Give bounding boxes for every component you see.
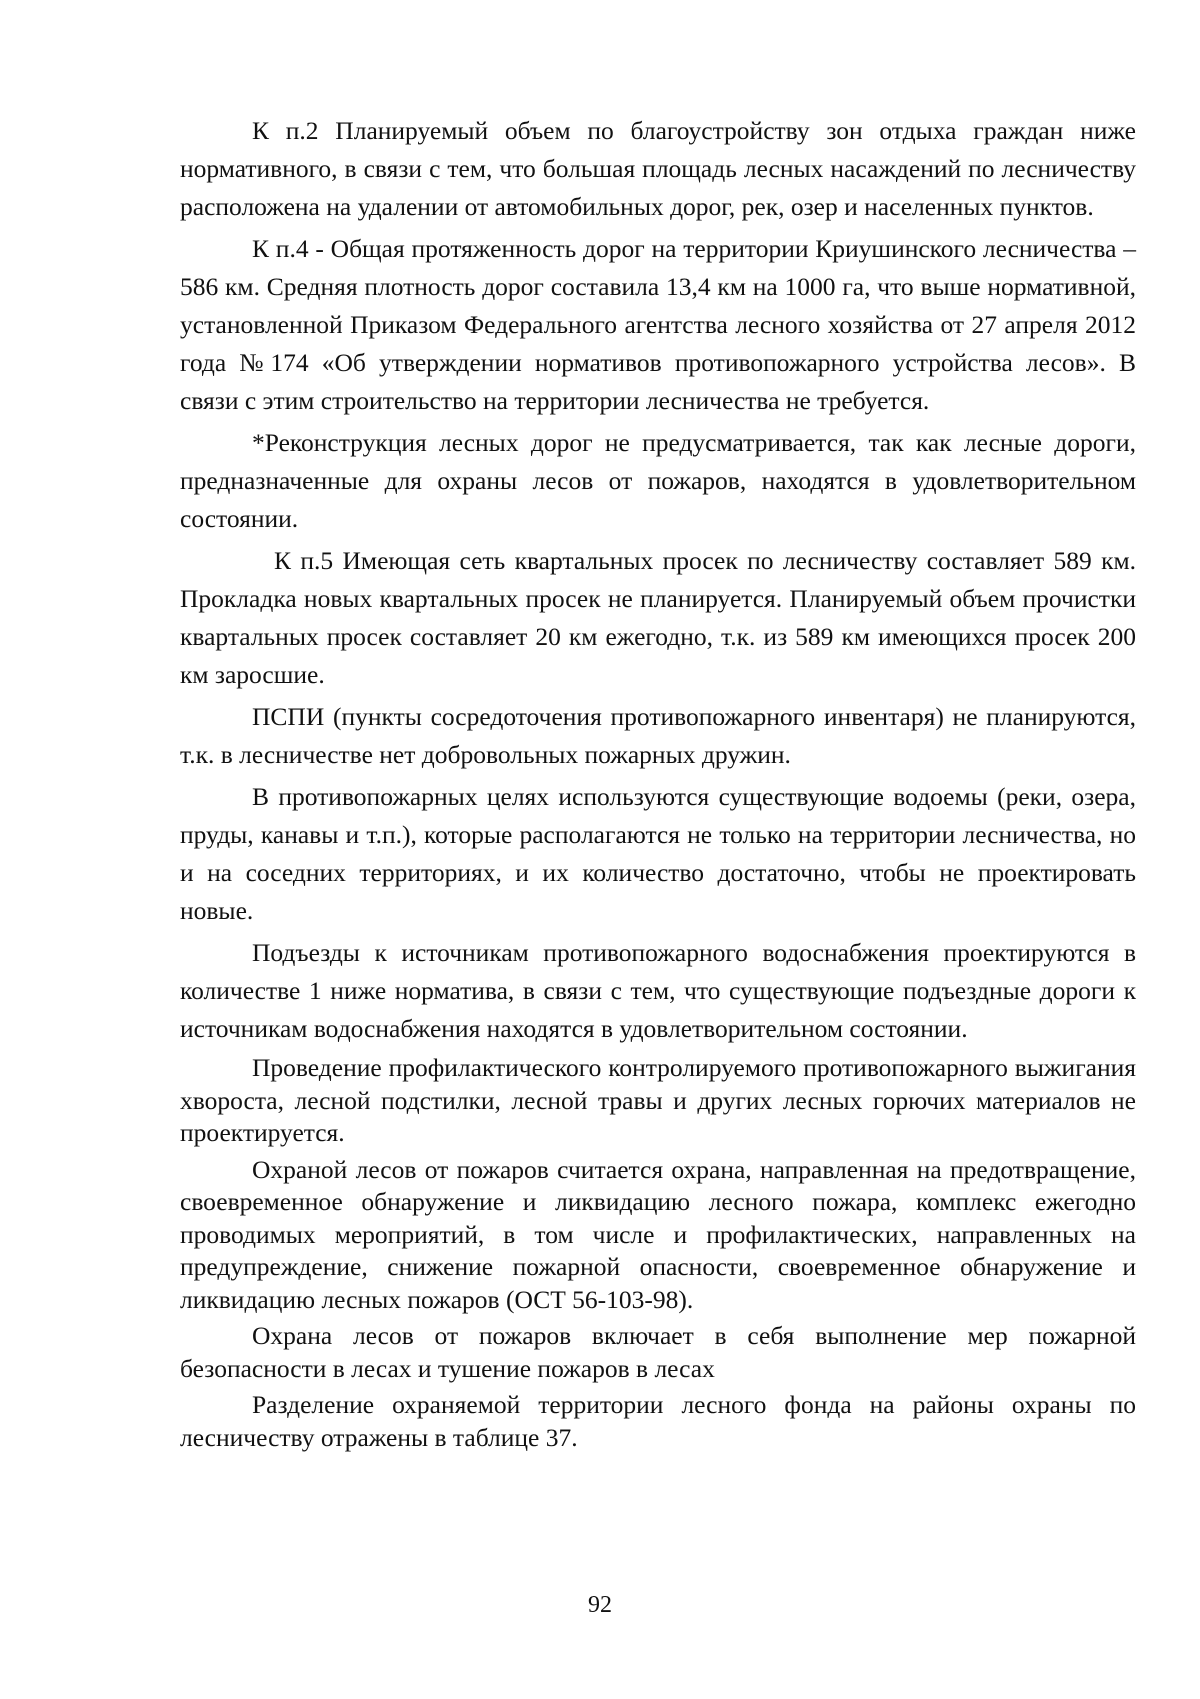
document-body xyxy=(180,112,1136,1458)
paragraph-forest-protection-definition: Охраной лесов от пожаров считается охрана, направленная на предотвращение, своевременное обнаружение и ликвидацию лесного пожара, комплекс ежегодно проводимых мероприятий, в том числе и профилактических, направленных на предупреждение, снижение пожарной опасности, своевременное обнаружение и ликвидацию лесных пожаров (ОСТ 56-103-98). xyxy=(180,1154,1136,1314)
paragraph-road-reconstruction: *Реконструкция лесных дорог не предусматривается, так как лесные дороги, предназначенные для охраны лесов от пожаров, находятся в удовлетворительном состоянии. xyxy=(180,428,1136,533)
paragraph-pspi: ПСПИ (пункты сосредоточения противопожарного инвентаря) не планируются, т.к. в лесничестве нет добровольных пожарных дружин. xyxy=(180,702,1136,769)
paragraph-fire-safety-measures: Охрана лесов от пожаров включает в себя выполнение мер пожарной безопасности в лесах и тушение пожаров в лесах xyxy=(180,1321,1136,1383)
paragraph-water-bodies: В противопожарных целях используются существующие водоемы (реки, озера, пруды, канавы и т.п.), которые располагаются не только на территории лесничества, но и на соседних территориях, и их количество достаточно, чтобы не проектировать новые. xyxy=(180,782,1136,925)
paragraph-access-roads: Подъезды к источникам противопожарного водоснабжения проектируются в количестве 1 ниже норматива, в связи с тем, что существующие подъездные дороги к источникам водоснабжения находятся в удовлетворительном состоянии. xyxy=(180,938,1136,1043)
paragraph-controlled-burning: Проведение профилактического контролируемого противопожарного выжигания хвороста, лесной подстилки, лесной травы и других лесных горючих материалов не проектируется. xyxy=(180,1053,1136,1147)
paragraph-item-4-roads: К п.4 - Общая протяженность дорог на территории Криушинского лесничества – 586 км. Средняя плотность дорог составила 13,4 км на 1000 га, что выше нормативной, установленной Приказом Федерального агентства лесного хозяйства от 27 апреля 2012 года №174 «Об утверждении нормативов противопожарного устройства лесов». В связи с этим строительство на территории лесничества не требуется. xyxy=(180,234,1136,415)
paragraph-protection-zones: Разделение охраняемой территории лесного фонда на районы охраны по лесничеству отражены в таблице 37. xyxy=(180,1390,1136,1452)
paragraph-item-2: К п.2 Планируемый объем по благоустройству зон отдыха граждан ниже нормативного, в связи с тем, что большая площадь лесных насаждений по лесничеству расположена на удалении от автомобильных дорог, рек, озер и населенных пунктов. xyxy=(180,116,1136,221)
page-number: 92 xyxy=(588,1592,612,1618)
paragraph-item-5-clearings: К п.5 Имеющая сеть квартальных просек по лесничеству составляет 589 км. Прокладка новых квартальных просек не планируется. Планируемый объем прочистки квартальных просек составляет 20 км ежегодно, т.к. из 589 км имеющихся просек 200 км заросшие. xyxy=(180,546,1136,689)
